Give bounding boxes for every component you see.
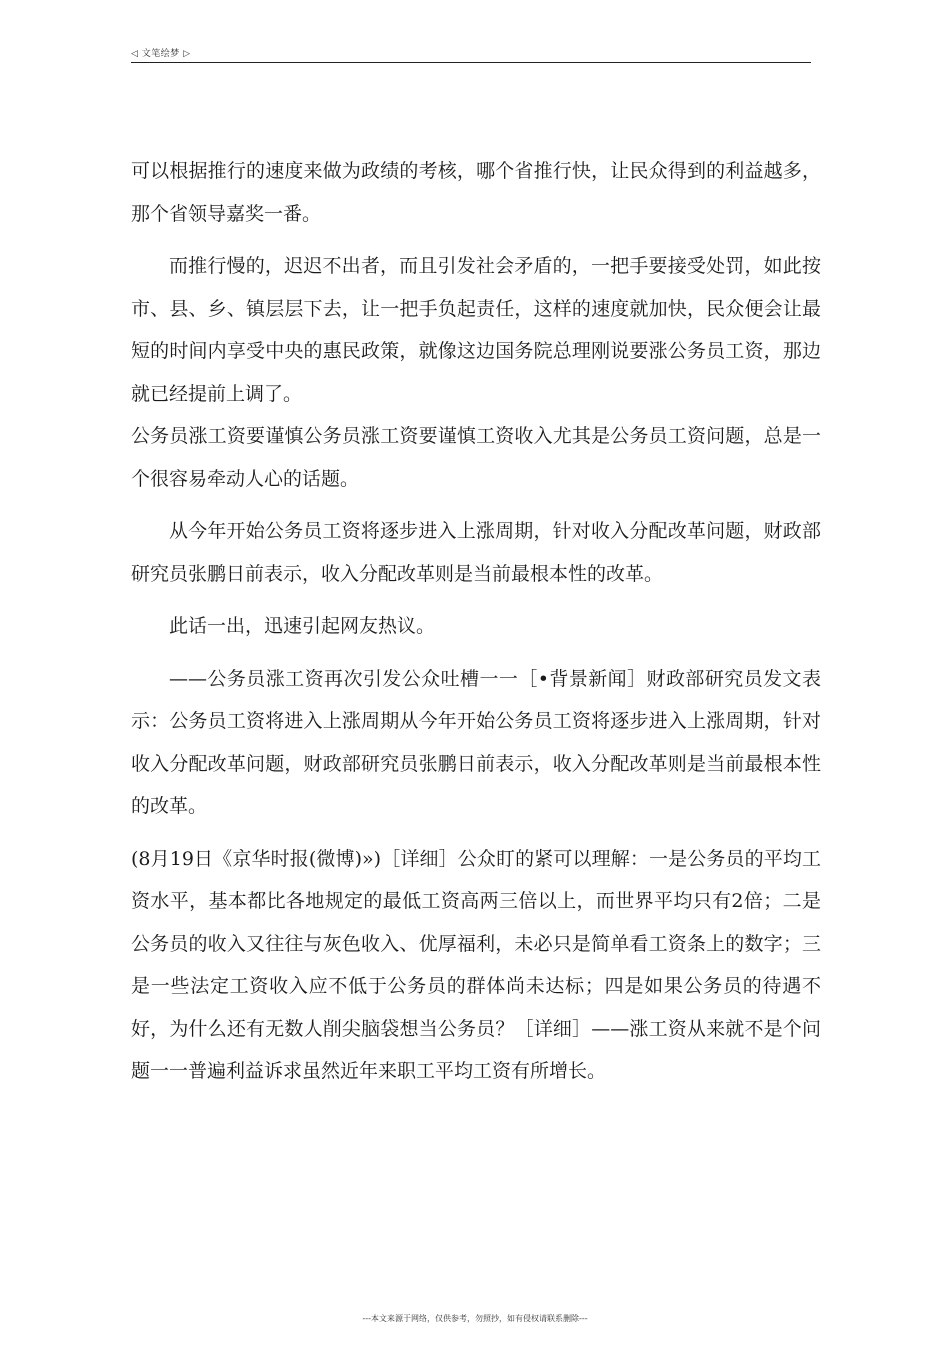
paragraph-4: 从今年开始公务员工资将逐步进入上涨周期，针对收入分配改革问题，财政部研究员张鹏日前表示，收入分配改革则是当前最根本性的改革。 [131,520,821,585]
paragraph-6: ——公务员涨工资再次引发公众吐槽一一［•背景新闻］财政部研究员发文表示：公务员工资将进入上涨周期从今年开始公务员工资将逐步进入上涨周期，针对收入分配改革问题，财政部研究员张鹏日前表示，收入分配改革则是当前最根本性的改革。 [131,667,821,817]
page-footer: ---本文来源于网络，仅供参考，勿照抄，如有侵权请联系删除--- [362,1314,588,1323]
page-header [131,44,811,63]
header-title: ◁ 文笔绘梦 ▷ [131,49,191,59]
paragraph-2: 而推行慢的，迟迟不出者，而且引发社会矛盾的，一把手要接受处罚，如此按市、县、乡、镇层层下去，让一把手负起责任，这样的速度就加快，民众便会让最短的时间内享受中央的惠民政策，就像这边国务院总理刚说要涨公务员工资，那边就已经提前上调了。 [131,255,821,405]
paragraph-5: 此话一出，迅速引起网友热议。 [169,615,436,637]
paragraph-7: (8月19日《京华时报(微博)»)［详细］公众盯的紧可以理解：一是公务员的平均工资水平，基本都比各地规定的最低工资高两三倍以上，而世界平均只有2倍；二是公务员的收入又往往与灰色收入、优厚福利，未必只是简单看工资条上的数字；三是一些法定工资收入应不低于公务员的群体尚未达标；四是如果公务员的待遇不好，为什么还有无数人削尖脑袋想当公务员？［详细］——涨工资从来就不是个问题一一普遍利益诉求虽然近年来职工平均工资有所增长。 [131,847,821,1082]
document-body [131,150,821,1093]
paragraph-3: 公务员涨工资要谨慎公务员涨工资要谨慎工资收入尤其是公务员工资问题，总是一个很容易牵动人心的话题。 [131,425,821,490]
paragraph-1: 可以根据推行的速度来做为政绩的考核，哪个省推行快，让民众得到的利益越多，那个省领导嘉奖一番。 [131,160,821,225]
